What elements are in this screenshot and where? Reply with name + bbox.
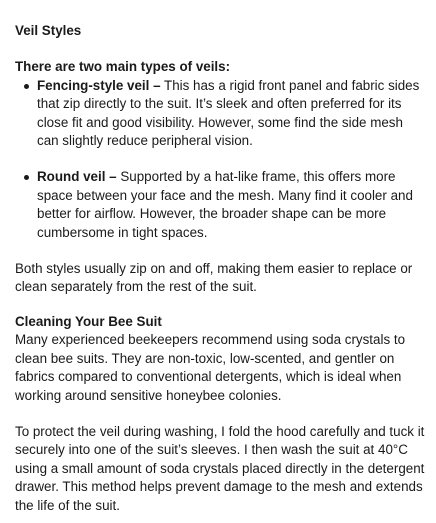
spacer	[15, 40, 428, 58]
list-item-fencing-veil	[15, 77, 428, 151]
round-veil-description: Supported by a hat-like frame, this offers more space between your face and the mesh. Many find it cooler and better for airflow. However, the broader shape can be more cumbersome in tight spaces.	[37, 169, 413, 240]
fencing-veil-term: Fencing-style veil –	[37, 77, 161, 93]
spacer	[15, 297, 428, 313]
veil-types-list	[15, 77, 428, 242]
spacer	[15, 242, 428, 260]
round-veil-term: Round veil –	[37, 169, 117, 185]
list-item-round-veil	[15, 168, 428, 242]
spacer	[15, 405, 428, 423]
cleaning-heading: Cleaning Your Bee Suit	[15, 313, 162, 329]
veil-styles-heading: Veil Styles	[15, 23, 82, 38]
bullet-icon	[24, 175, 29, 180]
veil-types-intro: There are two main types of veils:	[15, 59, 231, 75]
veil-styles-summary: Both styles usually zip on and off, making them easier to replace or clean separately from the rest of the suit.	[15, 261, 413, 295]
bullet-icon	[24, 84, 29, 89]
cleaning-paragraph-1: Many experienced beekeepers recommend using soda crystals to clean bee suits. They are non-toxic, low-scented, and gentler on fabrics compared to conventional detergents, which is ideal when working around sensitive honeybee colonies.	[15, 332, 406, 403]
fencing-veil-description: This has a rigid front panel and fabric sides that zip directly to the suit. It’s sleek and often preferred for its close fit and good visibility. However, some find the side mesh can slightly reduce peripheral vision.	[37, 77, 420, 149]
cleaning-paragraph-2: To protect the veil during washing, I fold the hood carefully and tuck it securely into one of the suit’s sleeves. I then wash the suit at 40°C using a small amount of soda crystals placed directly in the detergent drawer. This method helps prevent damage to the mesh and extends the life of the suit.	[15, 423, 425, 513]
